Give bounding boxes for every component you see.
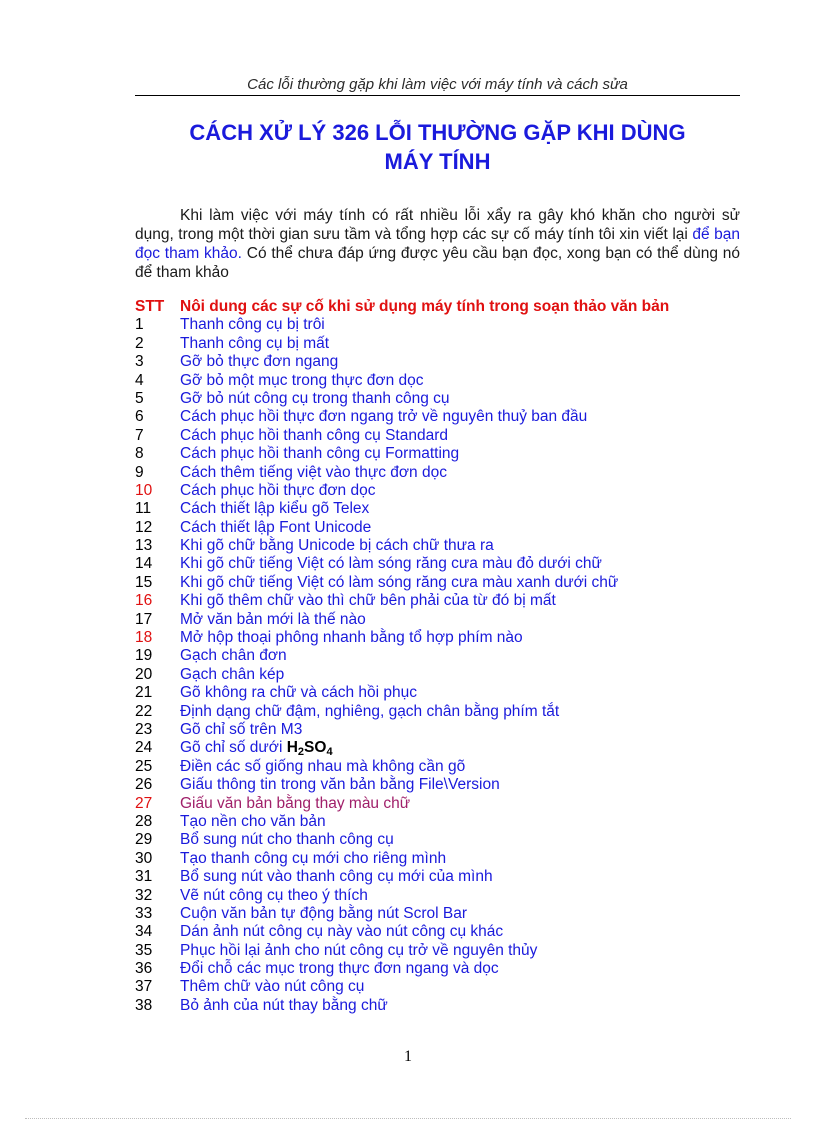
row-text xyxy=(180,960,499,978)
table-row xyxy=(135,335,740,353)
row-text-main: Bỏ ảnh của nút thay bằng chữ xyxy=(180,996,388,1014)
table-header-row xyxy=(135,298,740,316)
row-text xyxy=(180,887,368,905)
table-row xyxy=(135,427,740,445)
row-text xyxy=(180,868,493,886)
row-number: 28 xyxy=(135,812,153,830)
row-text xyxy=(180,335,329,353)
table-row xyxy=(135,887,740,905)
table-row xyxy=(135,519,740,537)
stt-header: STT xyxy=(135,298,165,315)
table-row xyxy=(135,868,740,886)
table-row xyxy=(135,372,740,390)
row-text xyxy=(180,316,325,334)
row-number: 12 xyxy=(135,518,153,536)
row-text xyxy=(180,482,375,500)
row-text xyxy=(180,519,371,537)
table-row xyxy=(135,684,740,702)
row-text-main: Gõ chỉ số dưới xyxy=(180,739,287,757)
row-text-main: Khi gõ chữ bằng Unicode bị cách chữ thưa ra xyxy=(180,537,494,555)
row-text-main: Thêm chữ vào nút công cụ xyxy=(180,978,365,996)
table-row xyxy=(135,482,740,500)
row-text xyxy=(180,372,424,390)
row-text-main: Gỡ bỏ nút công cụ trong thanh công cụ xyxy=(180,389,450,407)
row-text-main: Thanh công cụ bị trôi xyxy=(180,316,325,334)
row-text-main: Giấu thông tin trong văn bản bằng File\Version xyxy=(180,776,500,794)
row-number: 8 xyxy=(135,445,144,463)
row-number: 22 xyxy=(135,702,153,720)
row-text-main: Bổ sung nút cho thanh công cụ xyxy=(180,831,394,849)
row-text xyxy=(180,592,556,610)
row-text-main: Gõ không ra chữ và cách hồi phục xyxy=(180,684,417,702)
row-number: 3 xyxy=(135,353,144,371)
row-number: 27 xyxy=(135,794,153,812)
table-row xyxy=(135,721,740,739)
row-number: 6 xyxy=(135,408,144,426)
row-text-main: Cách phục hồi thanh công cụ Formatting xyxy=(180,445,460,463)
formula-part: SO xyxy=(304,739,327,757)
row-number: 16 xyxy=(135,592,153,610)
row-number: 23 xyxy=(135,720,153,738)
title-line-1: CÁCH XỬ LÝ 326 LỖI THƯỜNG GẶP KHI DÙNG xyxy=(189,120,686,145)
row-text-main: Mở hộp thoại phông nhanh bằng tổ hợp phím nào xyxy=(180,629,523,647)
table-row xyxy=(135,666,740,684)
table-row xyxy=(135,611,740,629)
row-text xyxy=(180,795,410,813)
issue-table xyxy=(135,298,740,1015)
table-row xyxy=(135,960,740,978)
row-number: 37 xyxy=(135,978,153,996)
running-header: Các lỗi thường gặp khi làm việc với máy tính và cách sửa xyxy=(135,76,740,96)
row-text xyxy=(180,464,447,482)
row-text xyxy=(180,721,302,739)
row-text xyxy=(180,850,446,868)
row-number: 38 xyxy=(135,996,153,1014)
row-text xyxy=(180,445,459,463)
intro-paragraph xyxy=(135,206,740,282)
row-text xyxy=(180,353,338,371)
row-number: 25 xyxy=(135,757,153,775)
row-number: 2 xyxy=(135,334,144,352)
table-row xyxy=(135,390,740,408)
row-text xyxy=(180,758,465,776)
issue-rows xyxy=(135,316,740,1015)
row-text-main: Khi gõ chữ tiếng Việt có làm sóng răng cưa màu xanh dưới chữ xyxy=(180,573,619,591)
row-text xyxy=(180,537,494,555)
row-text xyxy=(180,739,333,757)
row-number: 31 xyxy=(135,868,153,886)
row-number: 15 xyxy=(135,573,153,591)
table-row xyxy=(135,592,740,610)
row-number: 9 xyxy=(135,463,144,481)
row-text xyxy=(180,666,284,684)
table-row xyxy=(135,831,740,849)
row-text-main: Dán ảnh nút công cụ này vào nút công cụ khác xyxy=(180,923,504,941)
row-text-main: Cách phục hồi thực đơn dọc xyxy=(180,481,376,499)
row-text xyxy=(180,611,366,629)
row-text-main: Mở văn bản mới là thế nào xyxy=(180,610,366,628)
title-line-2: MÁY TÍNH xyxy=(384,149,491,174)
row-number: 21 xyxy=(135,684,153,702)
table-row xyxy=(135,758,740,776)
row-text xyxy=(180,427,448,445)
page-number: 1 xyxy=(404,1048,412,1065)
row-text xyxy=(180,390,450,408)
table-row xyxy=(135,703,740,721)
table-row xyxy=(135,445,740,463)
row-text xyxy=(180,703,559,721)
row-text xyxy=(180,942,537,960)
row-text-main: Giấu văn bản bằng thay màu chữ xyxy=(180,794,411,812)
row-number: 18 xyxy=(135,629,153,647)
row-text xyxy=(180,500,369,518)
row-text-main: Định dạng chữ đậm, nghiêng, gạch chân bằng phím tắt xyxy=(180,702,560,720)
row-number: 20 xyxy=(135,665,153,683)
row-text-main: Cách phục hồi thanh công cụ Standard xyxy=(180,426,448,444)
intro-text-1: Khi làm việc với máy tính có rất nhiều lỗi xẩy ra gây khó khăn cho người sử dụng, trong một thời gian sưu tầm và tổng hợp các sự cố máy tính tôi xin viết lại xyxy=(135,207,740,243)
row-number: 24 xyxy=(135,739,153,757)
table-row xyxy=(135,629,740,647)
row-text xyxy=(180,905,467,923)
row-number: 30 xyxy=(135,849,153,867)
intro-text-2: Có thể chưa đáp ứng được yêu cầu bạn đọc, xong bạn có thể dùng nó để tham khảo xyxy=(135,245,740,281)
table-row xyxy=(135,905,740,923)
row-text xyxy=(180,813,326,831)
table-row xyxy=(135,408,740,426)
row-text-main: Cách phục hồi thực đơn ngang trở về nguyên thuỷ ban đầu xyxy=(180,408,588,426)
row-number: 4 xyxy=(135,371,144,389)
row-text-main: Gõ chỉ số trên M3 xyxy=(180,720,303,738)
row-text-main: Gỡ bỏ thực đơn ngang xyxy=(180,353,339,371)
table-row xyxy=(135,850,740,868)
row-text xyxy=(180,684,417,702)
table-row xyxy=(135,739,740,757)
row-number: 36 xyxy=(135,960,153,978)
table-row xyxy=(135,353,740,371)
table-row xyxy=(135,647,740,665)
document-title xyxy=(135,118,740,176)
row-text xyxy=(180,555,602,573)
row-text-main: Gạch chân kép xyxy=(180,665,285,683)
row-number: 13 xyxy=(135,537,153,555)
row-text-main: Vẽ nút công cụ theo ý thích xyxy=(180,886,368,904)
row-text xyxy=(180,629,523,647)
row-number: 29 xyxy=(135,831,153,849)
row-number: 33 xyxy=(135,904,153,922)
row-text-main: Cách thêm tiếng việt vào thực đơn dọc xyxy=(180,463,447,481)
row-text-main: Cách thiết lập kiểu gõ Telex xyxy=(180,500,370,518)
table-row xyxy=(135,500,740,518)
formula-part: 4 xyxy=(326,746,333,759)
row-number: 34 xyxy=(135,923,153,941)
row-text xyxy=(180,776,500,794)
table-row xyxy=(135,776,740,794)
row-text-main: Cách thiết lập Font Unicode xyxy=(180,518,372,536)
row-text-main: Cuộn văn bản tự động bằng nút Scrol Bar xyxy=(180,904,467,922)
row-text xyxy=(180,978,364,996)
row-number: 19 xyxy=(135,647,153,665)
row-text-main: Đổi chỗ các mục trong thực đơn ngang và dọc xyxy=(180,960,499,978)
row-text-main: Phục hồi lại ảnh cho nút công cụ trở về nguyên thủy xyxy=(180,941,538,959)
content-header: Nôi dung các sự cố khi sử dụng máy tính trong soạn thảo văn bản xyxy=(180,298,670,315)
row-number: 35 xyxy=(135,941,153,959)
formula-part: H xyxy=(286,739,298,757)
table-row xyxy=(135,574,740,592)
row-number: 14 xyxy=(135,555,153,573)
row-text-main: Tạo nền cho văn bản xyxy=(180,812,326,830)
table-row xyxy=(135,555,740,573)
row-number: 5 xyxy=(135,389,144,407)
row-number: 11 xyxy=(135,500,152,518)
table-row xyxy=(135,795,740,813)
table-row xyxy=(135,923,740,941)
row-number: 7 xyxy=(135,426,144,444)
row-text-main: Khi gõ chữ tiếng Việt có làm sóng răng cưa màu đỏ dưới chữ xyxy=(180,555,602,573)
table-row xyxy=(135,537,740,555)
row-text xyxy=(180,647,287,665)
table-row xyxy=(135,997,740,1015)
row-text-main: Gỡ bỏ một mục trong thực đơn dọc xyxy=(180,371,424,389)
row-number: 1 xyxy=(135,316,144,334)
row-text xyxy=(180,997,388,1015)
page-edge-divider xyxy=(25,1118,791,1119)
table-row xyxy=(135,464,740,482)
row-text xyxy=(180,408,587,426)
row-number: 26 xyxy=(135,776,153,794)
row-text xyxy=(180,923,503,941)
row-text xyxy=(180,831,394,849)
formula-part: 2 xyxy=(297,746,305,759)
table-row xyxy=(135,813,740,831)
table-row xyxy=(135,316,740,334)
row-text-main: Thanh công cụ bị mất xyxy=(180,334,330,352)
intro-link-text: để bạn đọc tham khảo. xyxy=(135,226,740,262)
chemical-formula xyxy=(286,739,333,759)
row-text-main: Bổ sung nút vào thanh công cụ mới của mình xyxy=(180,868,493,886)
row-text-main: Gạch chân đơn xyxy=(180,647,287,665)
row-number: 10 xyxy=(135,481,153,499)
table-row xyxy=(135,978,740,996)
row-number: 32 xyxy=(135,886,153,904)
row-text-main: Khi gõ thêm chữ vào thì chữ bên phải của từ đó bị mất xyxy=(180,592,556,610)
row-number: 17 xyxy=(135,610,153,628)
row-text-main: Tạo thanh công cụ mới cho riêng mình xyxy=(180,849,447,867)
table-row xyxy=(135,942,740,960)
row-text xyxy=(180,574,618,592)
row-text-main: Điền các số giống nhau mà không cần gõ xyxy=(180,757,466,775)
